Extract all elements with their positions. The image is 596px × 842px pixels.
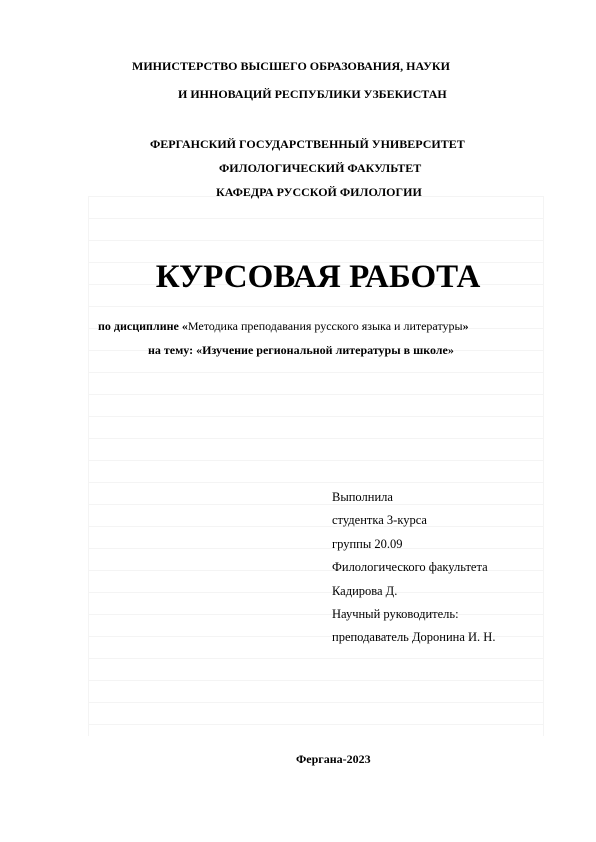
discipline-name: Методика преподавания русского языка и литературы [187, 319, 463, 333]
ministry-line-1: МИНИСТЕРСТВО ВЫСШЕГО ОБРАЗОВАНИЯ, НАУКИ [132, 59, 450, 73]
info-line: Кадирова Д. [332, 583, 398, 598]
university-name: ФЕРГАНСКИЙ ГОСУДАРСТВЕННЫЙ УНИВЕРСИТЕТ [150, 137, 465, 151]
info-line: Научный руководитель: [332, 607, 459, 622]
document-title: КУРСОВАЯ РАБОТА [155, 259, 481, 295]
topic-line: на тему: «Изучение региональной литературы в школе» [148, 343, 454, 357]
info-line: Филологического факультета [332, 560, 488, 575]
info-line: Выполнила [332, 490, 393, 504]
ministry-line-2: И ИННОВАЦИЙ РЕСПУБЛИКИ УЗБЕКИСТАН [178, 87, 447, 101]
discipline-line [98, 319, 469, 333]
info-line: преподаватель Доронина И. Н. [332, 630, 496, 645]
department-name: КАФЕДРА РУССКОЙ ФИЛОЛОГИИ [216, 185, 422, 199]
discipline-suffix: » [462, 319, 469, 333]
faculty-name: ФИЛОЛОГИЧЕСКИЙ ФАКУЛЬТЕТ [219, 161, 422, 175]
city-year: Фергана-2023 [296, 752, 371, 766]
info-line: студентка 3-курса [332, 513, 427, 528]
author-info-block [332, 486, 495, 650]
discipline-prefix: по дисциплине « [98, 319, 188, 333]
info-line: группы 20.09 [332, 536, 403, 551]
